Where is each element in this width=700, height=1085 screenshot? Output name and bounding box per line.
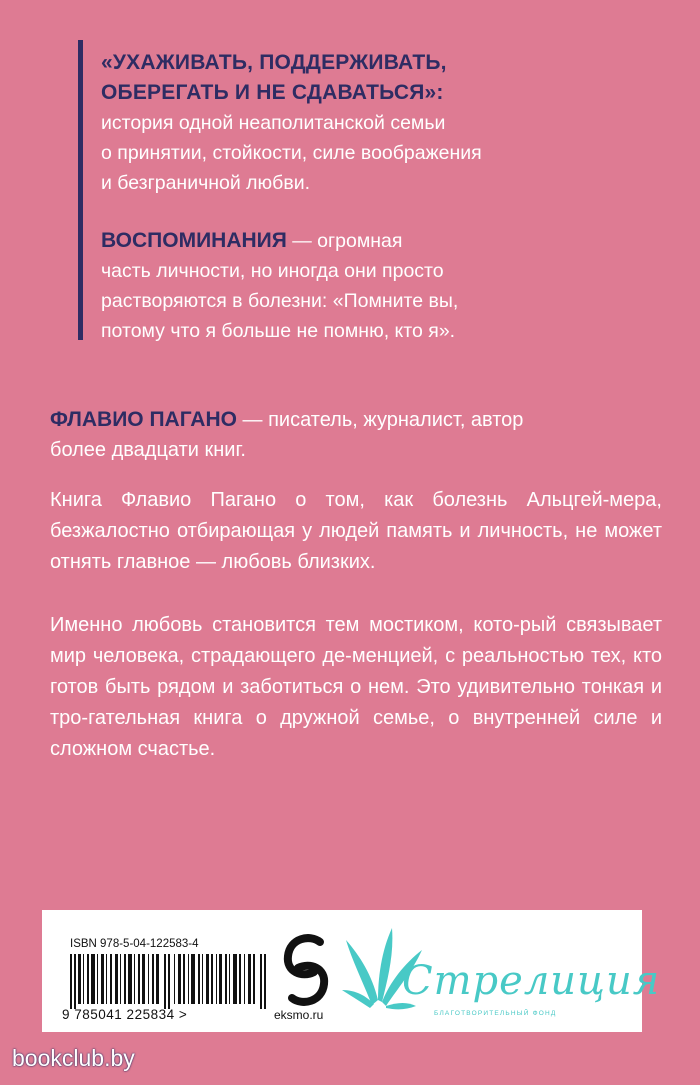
quote-title-line: «УХАЖИВАТЬ, ПОДДЕРЖИВАТЬ, xyxy=(101,51,447,74)
author-desc: более двадцати книг. xyxy=(50,439,246,461)
barcode-panel xyxy=(42,910,661,1032)
isbn-label: ISBN 978-5-04-122583-4 xyxy=(70,938,199,950)
memory-line: часть личности, но иногда они просто xyxy=(101,260,444,282)
barcode-digits: 9 785041 225834 > xyxy=(62,1007,188,1022)
memory-line: растворяются в болезни: «Помните вы, xyxy=(101,290,459,312)
quote-text-line: история одной неаполитанской семьи xyxy=(101,112,446,134)
barcode-image xyxy=(70,954,270,1009)
quote-block xyxy=(78,40,598,340)
author-bio xyxy=(50,405,660,465)
memory-line: — огромная xyxy=(286,230,403,252)
quote-text-line: и безграничной любви. xyxy=(101,172,311,194)
publisher-url: eksmo.ru xyxy=(274,1008,324,1022)
quote-text-line: о принятии, стойкости, силе воображения xyxy=(101,142,482,164)
quote-text xyxy=(101,108,598,198)
memory-highlight: ВОСПОМИНАНИЯ xyxy=(101,229,287,252)
charity-subtitle: БЛАГОТВОРИТЕЛЬНЫЙ ФОНД xyxy=(434,1010,557,1017)
watermark: bookclub.by xyxy=(12,1045,135,1071)
charity-name: Стрелиция xyxy=(402,958,661,1004)
quote-title-line: ОБЕРЕГАТЬ И НЕ СДАВАТЬСЯ»: xyxy=(101,81,444,104)
author-desc: — писатель, журналист, автор xyxy=(236,409,524,431)
quote-title xyxy=(101,48,598,108)
description-paragraph: Книга Флавио Пагано о том, как болезнь Альцгей-мера, безжалостно отбирающая у людей память и личность, не может отнять главное — любовь близких. xyxy=(50,489,662,573)
description-paragraph: Именно любовь становится тем мостиком, кото-рый связывает мир человека, страдающего де-менцией, с реальностью тех, кто готов быть рядом и заботиться о нем. Это удивительно тонкая и тро-гательная книга о дружной семье, о внутренней силе и сложном счастье. xyxy=(50,614,662,760)
memory-text xyxy=(101,226,598,346)
memory-line: потому что я больше не помню, кто я». xyxy=(101,320,456,342)
author-name: ФЛАВИО ПАГАНО xyxy=(50,408,237,431)
eksmo-logo-icon xyxy=(280,932,332,1008)
